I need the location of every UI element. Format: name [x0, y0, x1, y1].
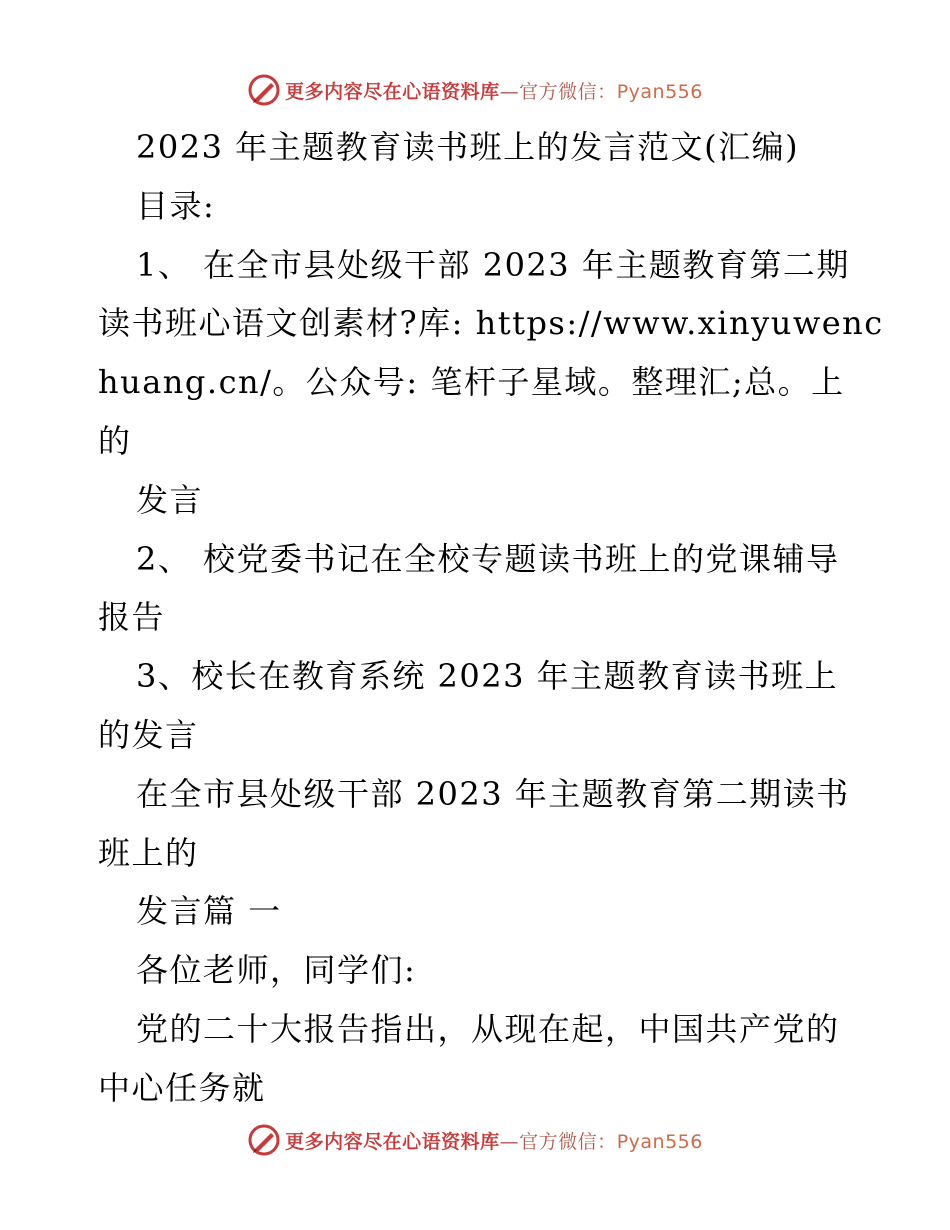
- header-banner: [0, 70, 950, 110]
- pen-logo-icon: [247, 1123, 281, 1157]
- toc-item-1-cont: 发言: [136, 480, 204, 519]
- pen-logo-icon: [247, 73, 281, 107]
- body-paragraph: 党的二十大报告指出，从现在起，中国共产党的: [136, 1009, 840, 1048]
- toc-item-2-cont: 报告: [98, 598, 166, 637]
- document-body: [98, 118, 884, 1118]
- header-banner-text: 更多内容尽在心语资料库—官方微信：Pyan556: [285, 80, 703, 103]
- toc-item-3-cont: 的发言: [98, 715, 199, 754]
- toc-heading: 目录:: [136, 186, 216, 225]
- toc-item-1-cont: huang.cn/。公众号: 笔杆子星域。整理汇;总。上: [98, 363, 845, 402]
- section-subtitle: 发言篇 一: [136, 892, 282, 931]
- toc-item-1-cont: 读书班心语文创素材?库: https://www.xinyuwenc: [98, 304, 884, 343]
- footer-banner: [0, 1120, 950, 1160]
- document-title: 2023 年主题教育读书班上的发言范文(汇编): [136, 128, 800, 166]
- toc-item-2: 2、 校党委书记在全校专题读书班上的党课辅导: [136, 539, 840, 578]
- toc-item-1-cont: 的: [98, 421, 132, 460]
- body-paragraph-cont: 中心任务就: [98, 1068, 266, 1107]
- toc-item-3: 3、校长在教育系统 2023 年主题教育读书班上: [136, 657, 839, 696]
- salutation: 各位老师，同学们:: [136, 951, 417, 990]
- section-title: 在全市县处级干部 2023 年主题教育第二期读书: [136, 774, 850, 813]
- section-title-cont: 班上的: [98, 833, 199, 872]
- footer-banner-text: 更多内容尽在心语资料库—官方微信：Pyan556: [285, 1130, 703, 1153]
- toc-item-1: 1、 在全市县处级干部 2023 年主题教育第二期: [136, 245, 850, 284]
